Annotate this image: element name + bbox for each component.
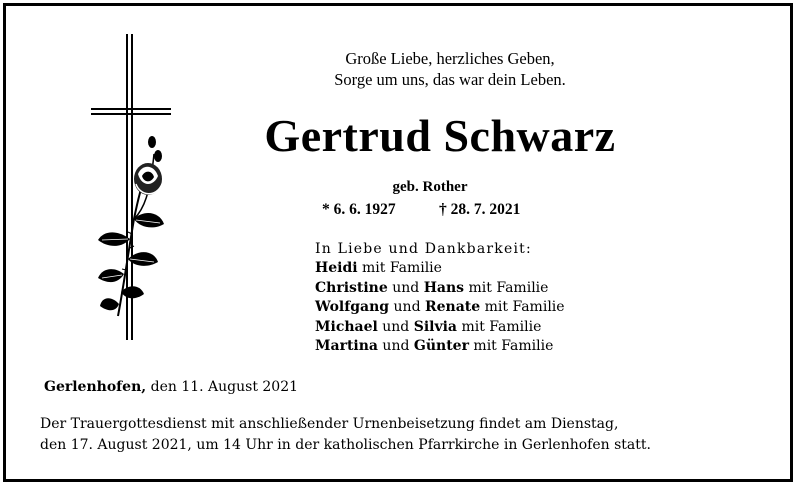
mourner-join: und — [389, 299, 425, 316]
mourner-name: Wolfgang — [315, 299, 390, 316]
cross-with-rose-icon — [84, 34, 184, 344]
mourner-partner: Günter — [413, 338, 469, 355]
service-notice — [40, 414, 760, 456]
service-line-2: den 17. August 2021, um 14 Uhr in der katholischen Pfarrkirche in Gerlenhofen statt. — [40, 437, 651, 453]
mourner-suffix: mit Familie — [464, 279, 549, 296]
mourner-join: und — [387, 279, 424, 296]
mourner-suffix: mit Familie — [357, 260, 442, 277]
mourner-suffix: mit Familie — [457, 318, 542, 335]
memorial-verse — [260, 48, 640, 90]
mourner-suffix: mit Familie — [480, 299, 565, 316]
mourner-join: und — [377, 318, 414, 335]
mourners-list — [315, 240, 565, 356]
mourner-join: und — [377, 338, 414, 355]
mourner-row — [315, 318, 565, 337]
maiden-name: geb. Rother — [392, 179, 468, 195]
mourner-partner: Hans — [423, 279, 465, 296]
verse-line-2: Sorge um uns, das war dein Leben. — [334, 70, 566, 89]
place-and-date — [44, 377, 298, 397]
mourner-name: Michael — [315, 318, 378, 335]
mourner-row — [315, 337, 565, 356]
mourner-name: Martina — [315, 338, 378, 355]
mourner-name: Heidi — [315, 260, 358, 277]
mourner-suffix: mit Familie — [468, 338, 554, 355]
verse-line-1: Große Liebe, herzliches Geben, — [345, 49, 555, 68]
birth-date: * 6. 6. 1927 — [322, 201, 396, 218]
deceased-name: Gertrud Schwarz — [264, 110, 616, 161]
death-date: † 28. 7. 2021 — [439, 201, 521, 218]
mourner-name: Christine — [315, 279, 388, 296]
service-line-1: Der Trauergottesdienst mit anschließender Urnenbeisetzung findet am Dienstag, — [40, 416, 619, 432]
place: Gerlenhofen, — [44, 379, 147, 395]
mourner-partner: Silvia — [413, 318, 458, 335]
mourner-row — [315, 279, 565, 298]
mourner-row — [315, 259, 565, 278]
mourners-intro: In Liebe und Dankbarkeit: — [315, 241, 532, 257]
mourner-row — [315, 298, 565, 317]
date: den 11. August 2021 — [146, 379, 299, 395]
mourner-partner: Renate — [425, 299, 481, 316]
